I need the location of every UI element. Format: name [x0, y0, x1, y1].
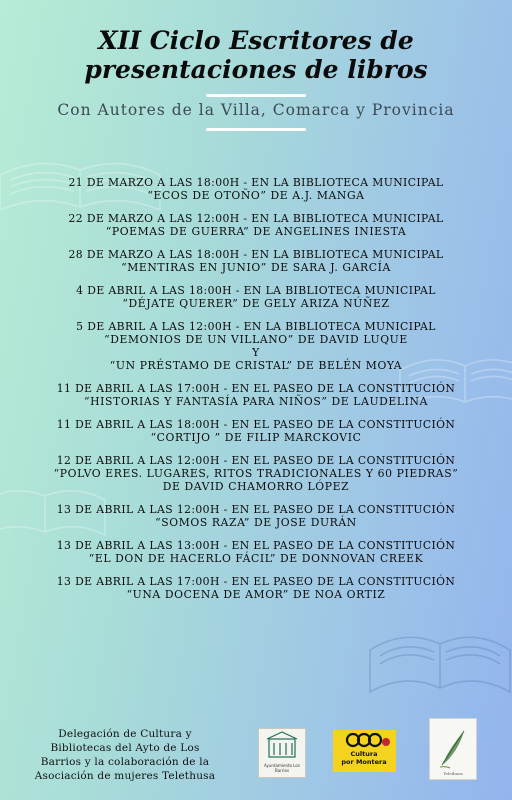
quill-feather-icon	[430, 719, 476, 779]
event-item	[0, 284, 512, 310]
open-book-illustration-bottom-right	[360, 600, 512, 710]
event-book-line: “CORTIJO ” DE FILIP MARCKOVIC	[150, 431, 362, 444]
event-item	[0, 418, 512, 444]
event-book-line: “POEMAS DE GUERRA” DE ANGELINES INIESTA	[105, 225, 407, 238]
credits-line2: Bibliotecas del Ayto de Los	[50, 742, 200, 754]
event-item	[0, 575, 512, 601]
event-date-venue: 21 DE MARZO A LAS 18:00H - EN LA BIBLIOTECA MUNICIPAL	[68, 176, 444, 189]
event-date-venue: 13 DE ABRIL A LAS 12:00H - EN EL PASEO DE LA CONSTITUCIÓN	[56, 503, 456, 516]
event-date-venue: 4 DE ABRIL A LAS 18:00H - EN LA BIBLIOTECA MUNICIPAL	[76, 284, 436, 297]
event-date-venue: 13 DE ABRIL A LAS 13:00H - EN EL PASEO DE LA CONSTITUCIÓN	[56, 539, 456, 552]
event-book-line: “ECOS DE OTOÑO” DE A.J. MANGA	[147, 189, 365, 202]
event-date-venue: 5 DE ABRIL A LAS 12:00H - EN LA BIBLIOTECA MUNICIPAL	[76, 320, 436, 333]
telethusa-logo	[429, 718, 477, 780]
event-book-line: Y	[252, 346, 260, 359]
event-item	[0, 382, 512, 408]
event-book-line: “SOMOS RAZA” DE JOSE DURÁN	[155, 516, 357, 529]
event-date-venue: 13 DE ABRIL A LAS 17:00H - EN EL PASEO DE LA CONSTITUCIÓN	[56, 575, 456, 588]
subtitle-divider	[206, 128, 306, 131]
cultura-por-montera-logo	[333, 730, 396, 772]
poster-title	[0, 26, 512, 84]
credits-line3: Barrios y la colaboración de la	[40, 756, 210, 768]
event-book-line: “UNA DOCENA DE AMOR” DE NOA ORTIZ	[126, 588, 386, 601]
event-item	[0, 539, 512, 565]
event-list	[0, 176, 512, 611]
event-date-venue: 28 DE MARZO A LAS 18:00H - EN LA BIBLIOTECA MUNICIPAL	[68, 248, 444, 261]
event-book-line: “MENTIRAS EN JUNIO” DE SARA J. GARCÍA	[121, 261, 391, 274]
event-item	[0, 248, 512, 274]
poster-title-line1: XII Ciclo Escritores de	[98, 26, 414, 55]
event-book-line: “DEMONIOS DE UN VILLANO” DE DAVID LUQUE	[104, 333, 408, 346]
event-book-line: DE DAVID CHAMORRO LÓPEZ	[162, 480, 350, 493]
event-book-line: “HISTORIAS Y FANTASÍA PARA NIÑOS” DE LAUDELINA	[84, 395, 428, 408]
credits-line4: Asociación de mujeres Telethusa	[34, 770, 216, 782]
event-date-venue: 11 DE ABRIL A LAS 18:00H - EN EL PASEO DE LA CONSTITUCIÓN	[56, 418, 456, 431]
credits-line1: Delegación de Cultura y	[58, 728, 192, 740]
event-item	[0, 454, 512, 493]
event-item	[0, 503, 512, 529]
event-date-venue: 12 DE ABRIL A LAS 12:00H - EN EL PASEO DE LA CONSTITUCIÓN	[56, 454, 456, 467]
ayuntamiento-logo-text: Ayuntamiento Los Barrios	[264, 763, 300, 773]
event-book-line: “EL DON DE HACERLO FÁCIL” DE DONNOVAN CREEK	[88, 552, 424, 565]
event-book-line: “UN PRÉSTAMO DE CRISTAL” DE BELÉN MOYA	[109, 359, 403, 372]
telethusa-logo-text: Telethusa	[443, 771, 463, 776]
event-book-line: “DÉJATE QUERER” DE GELY ARIZA NÚÑEZ	[122, 297, 390, 310]
event-date-venue: 11 DE ABRIL A LAS 17:00H - EN EL PASEO DE LA CONSTITUCIÓN	[56, 382, 456, 395]
organizer-credits	[20, 727, 230, 783]
cultura-logo-text-1: Cultura	[350, 750, 378, 758]
cultura-logo-mark	[333, 730, 396, 772]
poster-title-line2: presentaciones de libros	[84, 55, 428, 84]
cultura-logo-text-2: por Montera	[341, 758, 387, 766]
event-item	[0, 212, 512, 238]
event-item	[0, 320, 512, 372]
event-book-line: “POLVO ERES. LUGARES, RITOS TRADICIONALES Y 60 PIEDRAS”	[53, 467, 459, 480]
event-date-venue: 22 DE MARZO A LAS 12:00H - EN LA BIBLIOTECA MUNICIPAL	[68, 212, 444, 225]
event-item	[0, 176, 512, 202]
town-hall-icon	[259, 729, 305, 765]
ayuntamiento-logo	[258, 728, 306, 778]
title-divider	[206, 94, 306, 97]
poster-subtitle: Con Autores de la Villa, Comarca y Provincia	[57, 101, 455, 119]
